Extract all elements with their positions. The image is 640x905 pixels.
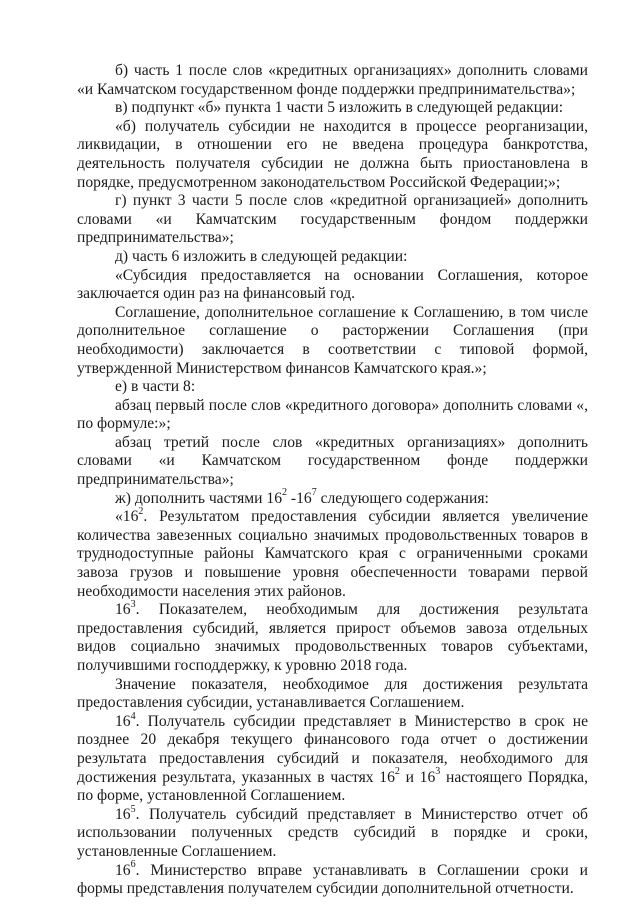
paragraph-d-quote-2: Соглашение, дополнительное соглашение к Соглашению, в том числе дополнительное соглашение о расторжении Соглашения (при необходимости) заключается в соответствии с типовой формой, утвержденной Министерством финансов Камчатского края.»;: [77, 303, 588, 377]
paragraph-zh-pre: ж) дополнить частями 16: [115, 489, 283, 507]
paragraph-16-4-mid: . Получатель субсидии представляет в Министерство в срок не позднее 20 декабря текущего финансового года отчет о достижении результата предоставления субсидий и показателя, необходимого для достижения результата, указанных в частях 16: [77, 712, 588, 786]
paragraph-16-3-sup: 3: [130, 599, 136, 611]
paragraph-zh-mid: -16: [287, 489, 312, 507]
paragraph-16-4: [77, 710, 588, 806]
paragraph-16-2-post: . Результатом предоставления субсидии является увеличение количества завезенных социально значимых продовольственных товаров в труднодоступные районы Камчатского края с ограниченными сроками завоза грузов и повышение уровня обеспеченности товарами первой необходимости населения этих районов.: [77, 508, 588, 600]
paragraph-v: в) подпункт «б» пункта 1 части 5 изложить в следующей редакции:: [115, 99, 564, 117]
paragraph-d-quote-1: «Субсидия предоставляется на основании Соглашения, которое заключается один раз на финансовый год.: [77, 266, 588, 303]
paragraph-16-3-pre: 16: [115, 601, 131, 619]
paragraph-e-3: абзац третий после слов «кредитных организациях» дополнить словами «и Камчатском государственном фонде поддержки предпринимательства»;: [77, 433, 588, 489]
paragraph-16-4-sup1: 4: [130, 710, 136, 722]
paragraph-v-quote: «б) получатель субсидии не находится в процессе реорганизации, ликвидации, в отношении его не введена процедура банкротства, деятельность получателя субсидии не должна быть приостановлена в порядке, предусмотренном законодательством Российской Федерации;»;: [77, 117, 588, 191]
paragraph-16-4-sup2: 2: [394, 766, 400, 778]
paragraph-16-5-sup: 5: [130, 803, 136, 815]
paragraph-16-6-sup: 6: [130, 859, 136, 871]
paragraph-16-3-post: . Показателем, необходимым для достижения результата предоставления субсидий, является прирост объемов завоза отдельных видов социально значимых продовольственных товаров субъектами, получившими господдержку, к уровню 2018 года.: [77, 601, 588, 674]
paragraph-16-4-post: настоящего Порядка, по форме, установленной Соглашением.: [77, 768, 588, 805]
paragraph-zh-sup1: 2: [282, 487, 288, 499]
paragraph-16-6-post: . Министерство вправе устанавливать в Соглашении сроки и формы представления получателем субсидии дополнительной отчетности.: [77, 861, 588, 898]
paragraph-16-4-pre: 16: [115, 712, 131, 730]
paragraph-16-5: [77, 803, 588, 862]
paragraph-zh-post: следующего содержания:: [316, 489, 489, 507]
paragraph-16-6: [77, 859, 588, 899]
paragraph-d: д) часть 6 изложить в следующей редакции:: [115, 247, 408, 265]
paragraph-zh-sup2: 7: [311, 487, 317, 499]
paragraph-16-3: [77, 601, 588, 675]
paragraph-16-4-mid2: и 16: [399, 768, 436, 786]
paragraph-16-5-post: . Получатель субсидий представляет в Министерство отчет об использовании полученных средств субсидий в порядке и сроки, установленные Соглашением.: [77, 805, 588, 860]
paragraph-16-2: [77, 508, 588, 601]
paragraph-zh: [77, 487, 588, 509]
paragraph-e-1: абзац первый после слов «кредитного договора» дополнить словами «, по формуле:»;: [77, 396, 588, 433]
paragraph-16-2-sup: 2: [138, 506, 144, 518]
paragraph-indicator-value: Значение показателя, необходимое для достижения результата предоставления субсидии, устанавливается Соглашением.: [77, 675, 588, 712]
paragraph-g: г) пункт 3 части 5 после слов «кредитной организацией» дополнить словами «и Камчатским государственным фондом поддержки предпринимательства»;: [77, 192, 588, 247]
paragraph-16-2-pre: «16: [115, 508, 139, 526]
paragraph-e: е) в части 8:: [115, 378, 196, 396]
paragraph-b: б) часть 1 после слов «кредитных организациях» дополнить словами «и Камчатском государственном фонде поддержки предпринимательства»;: [77, 62, 588, 98]
paragraph-16-6-pre: 16: [115, 861, 131, 879]
paragraph-16-5-pre: 16: [115, 805, 131, 823]
paragraph-16-4-sup3: 3: [435, 766, 441, 778]
